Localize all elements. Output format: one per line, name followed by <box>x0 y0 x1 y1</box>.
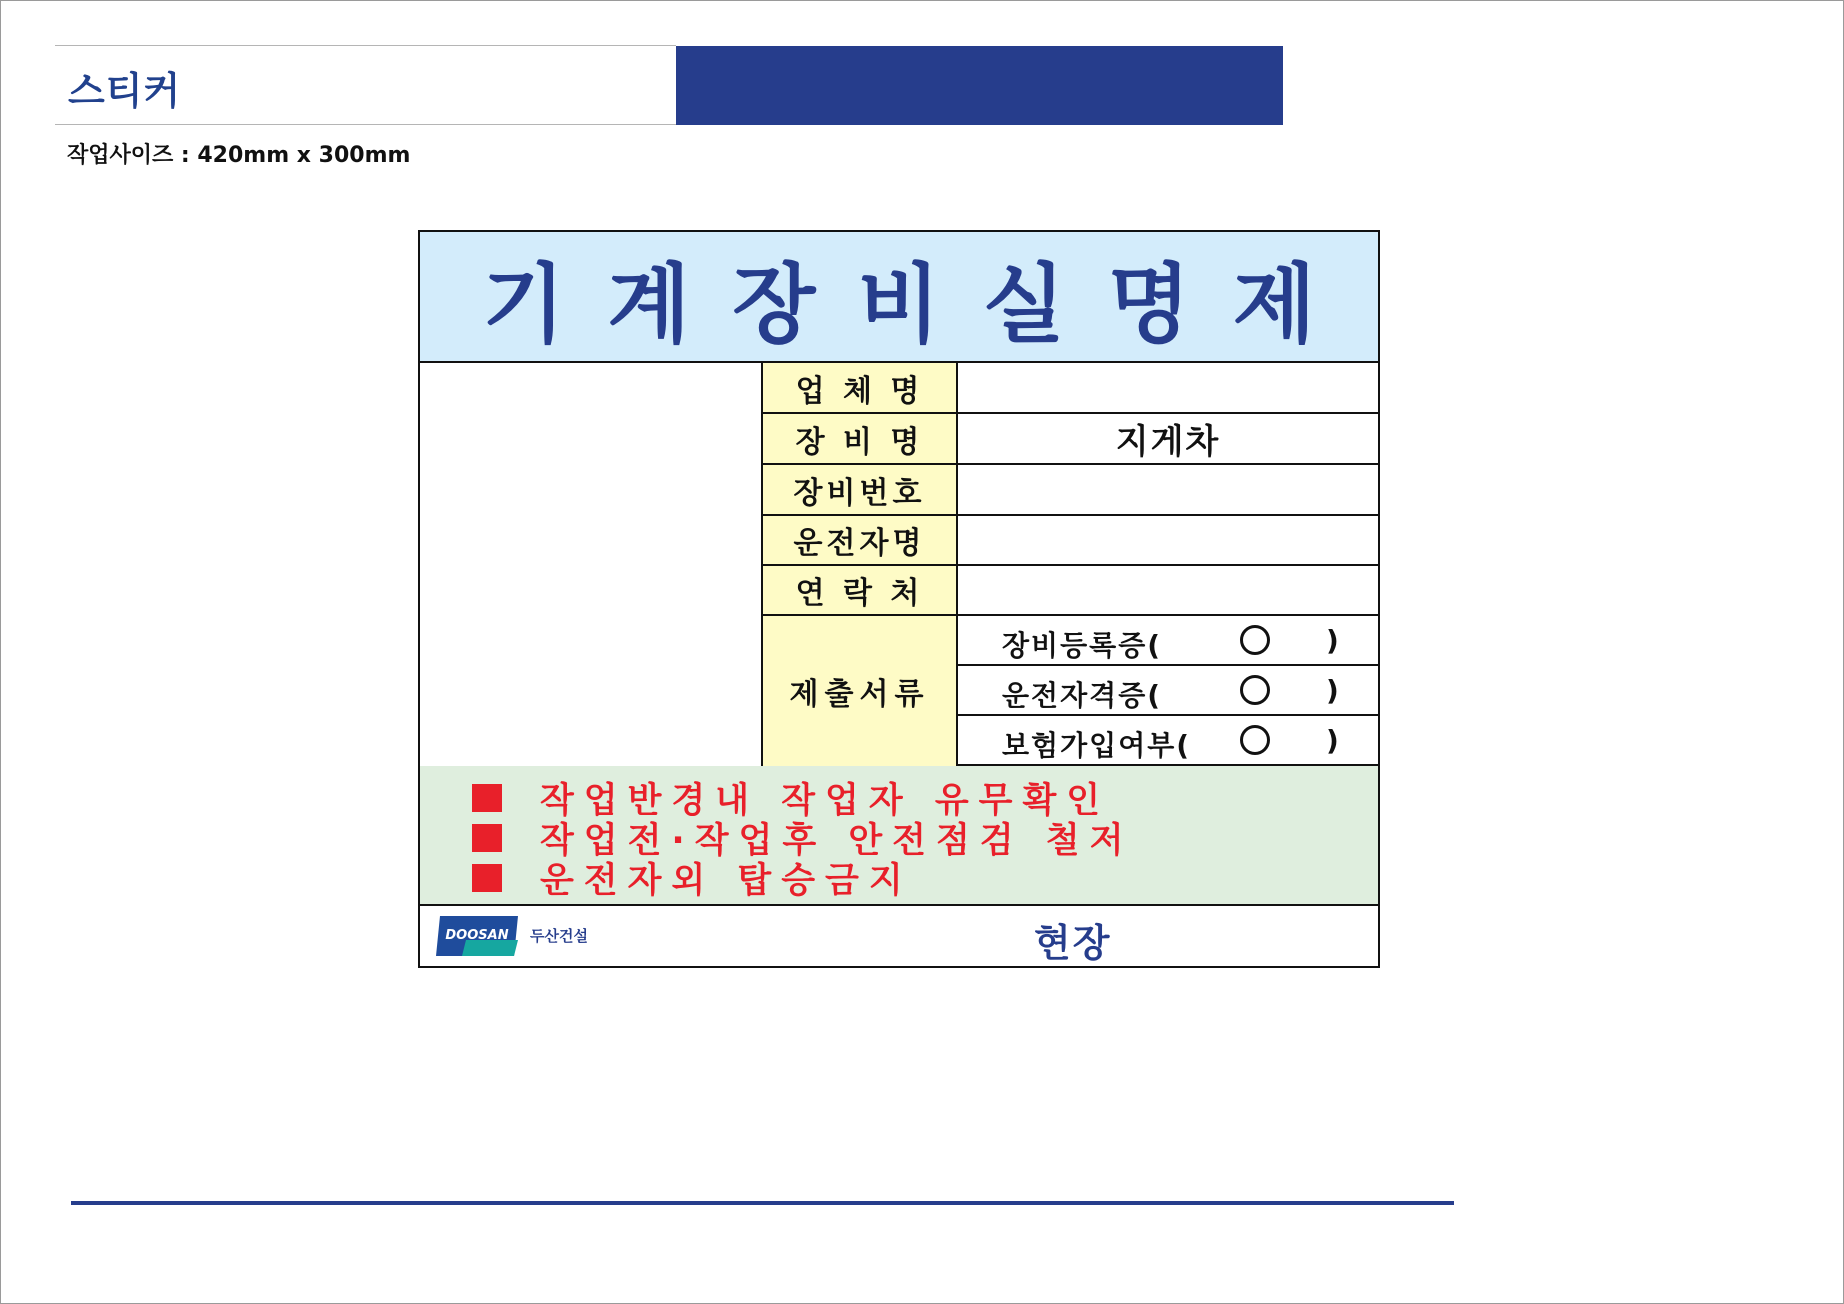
info-row-driver-name <box>763 516 1378 566</box>
info-label: 연 락 처 <box>763 566 958 614</box>
document-row-insurance <box>958 716 1378 766</box>
document-name: 운전자격증( <box>1002 679 1163 712</box>
square-bullet-icon <box>472 824 502 852</box>
check-circle-icon <box>1240 675 1270 705</box>
document-close-paren: ) <box>1326 624 1339 657</box>
header-divider-top <box>55 45 676 46</box>
warning-item <box>472 778 1111 821</box>
warning-text: 작업반경내 작업자 유무확인 <box>540 781 1111 821</box>
info-row-equipment-name <box>763 414 1378 465</box>
sticker-title-banner <box>420 232 1378 363</box>
document-name: 장비등록증( <box>1002 629 1163 662</box>
warning-item <box>472 818 1134 861</box>
warning-text: 운전자외 탑승금지 <box>540 861 913 901</box>
document-name: 보험가입여부( <box>1002 729 1192 762</box>
info-row-equipment-number <box>763 465 1378 516</box>
info-label: 장비번호 <box>763 465 958 514</box>
logo-brand-text: DOOSAN <box>445 928 509 943</box>
header-divider-bottom <box>55 124 676 125</box>
info-value <box>958 465 1378 514</box>
header-color-bar <box>676 46 1283 125</box>
check-circle-icon <box>1240 625 1270 655</box>
logo-company-name: 두산건설 <box>530 927 588 945</box>
footer-divider <box>71 1201 1454 1205</box>
document-row-license <box>958 666 1378 716</box>
square-bullet-icon <box>472 864 502 892</box>
info-label: 장 비 명 <box>763 414 958 463</box>
document-row-registration <box>958 616 1378 666</box>
info-value <box>958 363 1378 412</box>
document-close-paren: ) <box>1326 724 1339 757</box>
warning-item <box>472 858 913 901</box>
page-title: 스티커 <box>68 69 182 113</box>
sticker-footer <box>420 906 1378 966</box>
check-circle-icon <box>1240 725 1270 755</box>
sticker-title: 기계장비실명제 <box>482 254 1358 355</box>
equipment-sticker <box>418 230 1380 968</box>
info-label: 업 체 명 <box>763 363 958 412</box>
warning-text: 작업전·작업후 안전점검 철저 <box>540 821 1134 861</box>
document-close-paren: ) <box>1326 674 1339 707</box>
square-bullet-icon <box>472 784 502 812</box>
info-row-company <box>763 363 1378 414</box>
info-value: 지게차 <box>1115 422 1221 462</box>
info-value <box>958 566 1378 614</box>
warning-panel <box>420 766 1378 906</box>
work-size-text: 작업사이즈 : 420mm x 300mm <box>67 143 411 168</box>
info-value <box>958 516 1378 564</box>
documents-label: 제출서류 <box>763 616 958 766</box>
info-row-contact <box>763 566 1378 616</box>
site-label: 현장 <box>1034 921 1112 965</box>
photo-area <box>420 363 763 766</box>
info-label: 운전자명 <box>763 516 958 564</box>
doosan-logo <box>436 916 518 956</box>
